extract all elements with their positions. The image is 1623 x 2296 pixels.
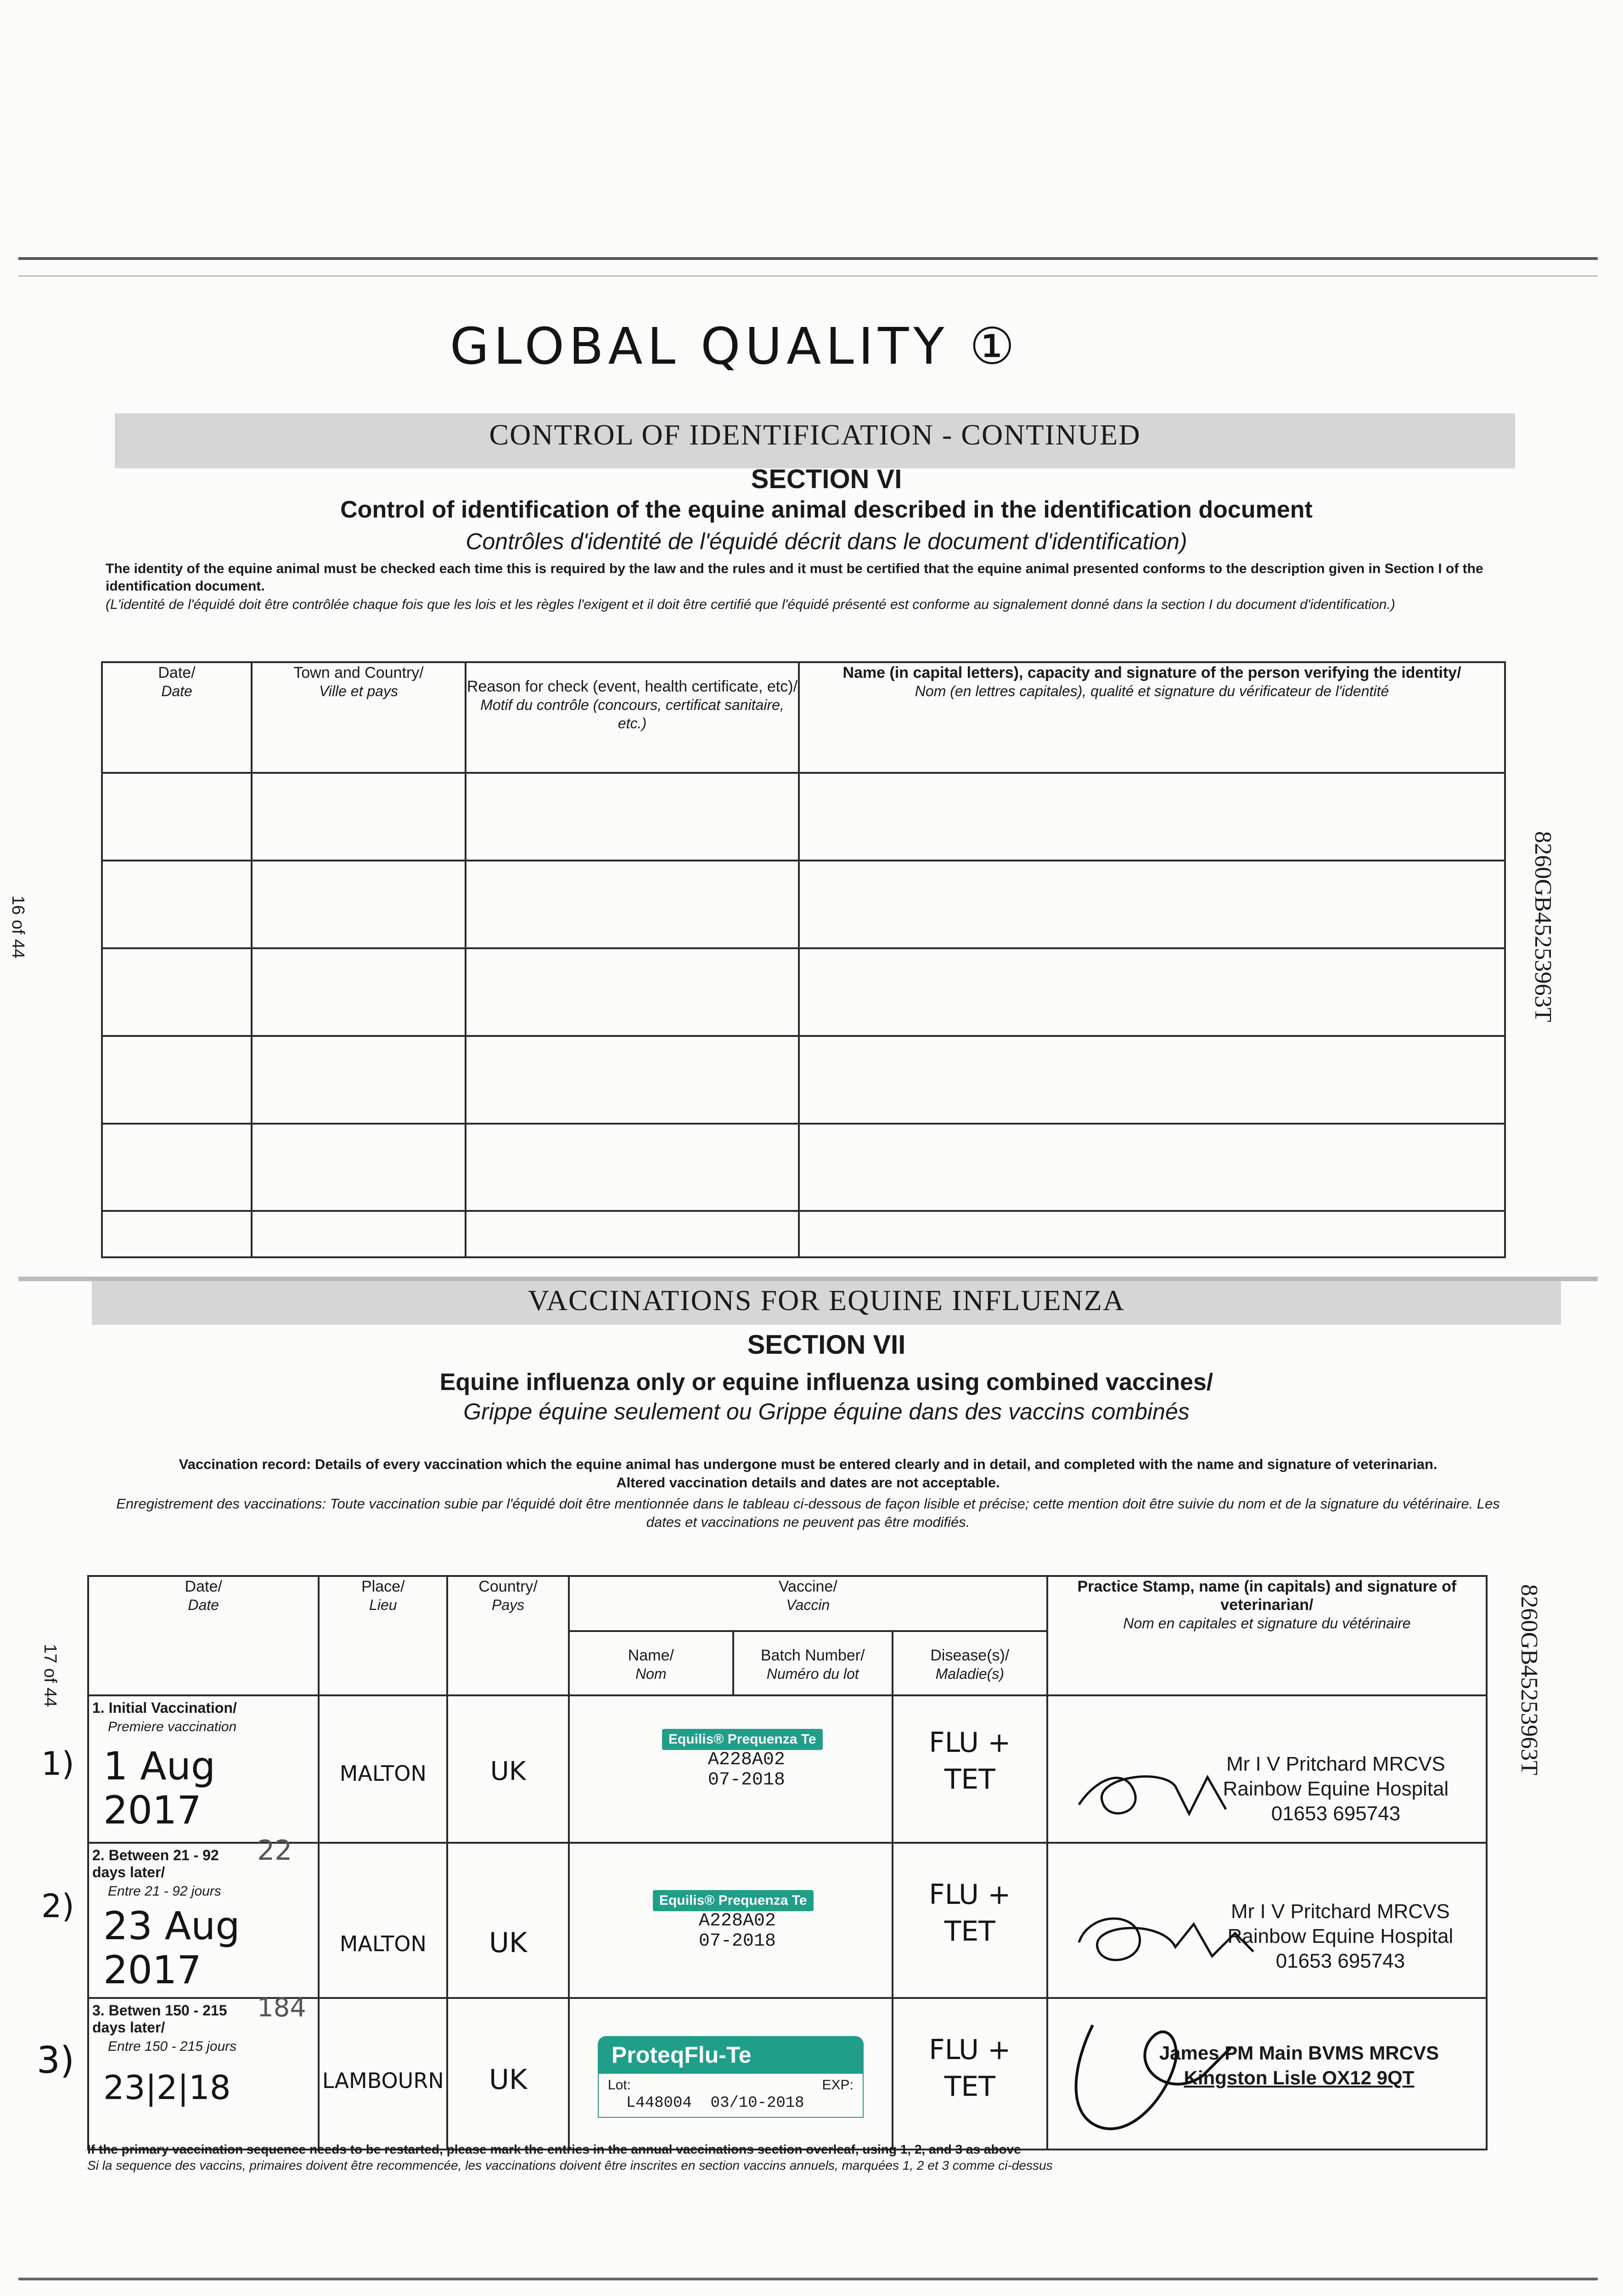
col-reason-header: Reason for check (event, health certificate, etc)/ Motif du contrôle (concours, certificat sanitaire, etc.) [466, 662, 799, 773]
section7-record-en2: Altered vaccination details and dates are not acceptable. [616, 1474, 1000, 1491]
col-stamp-header: Practice Stamp, name (in capitals) and signature of veterinarian/ Nom en capitales et signature du vétérinaire [1047, 1576, 1487, 1695]
vaccination-table [87, 1575, 1488, 2150]
section7-title: SECTION VII [747, 1330, 906, 1360]
vaccine-sticker-cell: ProteqFlu-Te Lot: EXP: L448004 03/10-2018 [569, 1998, 893, 2150]
margin-note-2: 2) [41, 1887, 74, 1925]
col-country-header: Country/ Pays [447, 1576, 569, 1695]
page-number-lower: 17 of 44 [40, 1644, 60, 1707]
vet-stamp-cell: James PM Main BVMS MRCVS Kingston Lisle OX12 9QT [1047, 1998, 1487, 2150]
table-row [102, 773, 1505, 861]
section7-subtitle-fr: Grippe équine seulement ou Grippe équine dans des vaccins combinés [463, 1399, 1190, 1424]
col-disease-header: Disease(s)/ Maladie(s) [893, 1631, 1047, 1695]
signature-2 [1070, 1896, 1263, 1979]
vaccine-sticker-cell: Equilis® Prequenza Te A228A02 07-2018 [569, 1843, 893, 1998]
vaccine-sticker-cell: Equilis® Prequenza Te A228A02 07-2018 [569, 1695, 893, 1843]
section7-record-en: Vaccination record: Details of every vaccination which the equine animal has undergone must be entered clearly and in detail, and completed with the name and signature of veterinarian. [179, 1456, 1438, 1472]
section7-record-fr: Enregistrement des vaccinations: Toute vaccination subie par l'équidé doit être mentionnée dans le tableau ci-dessous de façon lisible et précise; cette mention doit être suivie du nom et de la signature du vétérinaire. Les dates et vaccinations ne peuvent pas être modifiés. [116, 1496, 1500, 1530]
footer-note-fr: Si la sequence des vaccins, primaires doivent être recommencée, les vaccinations doivent être inscrites en section vaccins annuels, marquées 1, 2 et 3 comme ci-dessus [87, 2158, 1053, 2172]
section6-instruction-fr: (L'identité de l'équidé doit être contrôlée chaque fois que les lois et les règles l'exigent et il doit être certifié que l'équidé présenté est conforme au signalement donné dans la section I du document d'identification.) [106, 597, 1395, 612]
col-date-header: Date/ Date [88, 1576, 319, 1695]
col-batch-header: Batch Number/ Numéro du lot [733, 1631, 893, 1695]
handwritten-title: GLOBAL QUALITY ① [449, 317, 1020, 376]
disease-cell: FLU + TET [893, 1695, 1047, 1843]
col-vaccine-header: Vaccine/ Vaccin [569, 1576, 1047, 1631]
date-cell: 1. Initial Vaccination/ Premiere vaccination 1 Aug 2017 [88, 1695, 319, 1843]
identity-check-table [101, 661, 1506, 1258]
col-place-header: Place/ Lieu [319, 1576, 447, 1695]
col-town-header: Town and Country/ Ville et pays [252, 662, 466, 773]
day-note-3: 184 [257, 1993, 306, 2023]
vet-stamp-cell: Mr I V Pritchard MRCVS Rainbow Equine Hospital 01653 695743 [1047, 1843, 1487, 1998]
footer-note-en: If the primary vaccination sequence needs to be restarted, please mark the entries in the annual vaccinations section overleaf, using 1, 2, and 3 as above [87, 2142, 1021, 2156]
vaccine-sticker: Equilis® Prequenza Te [662, 1729, 823, 1750]
vet-stamp-cell: Mr I V Pritchard MRCVS Rainbow Equine Hospital 01653 695743 [1047, 1695, 1487, 1843]
scan-edge-line [18, 2278, 1598, 2280]
date-cell: 3. Betwen 150 - 215 days later/ Entre 150 - 215 jours 23|2|18 [88, 1998, 319, 2150]
page-fold [18, 1277, 1598, 1281]
table-row [102, 1124, 1505, 1211]
country-cell: UK [447, 1695, 569, 1843]
section6-subtitle-en: Control of identification of the equine animal described in the identification document [340, 496, 1313, 523]
side-code-upper: 8260GB45253963T [1530, 831, 1556, 1022]
col-name-header: Name/ Nom [569, 1631, 733, 1695]
table-row [102, 861, 1505, 948]
section6-instruction-en: The identity of the equine animal must be checked each time this is required by the law and the rules and it must be certified that the equine animal presented conforms to the description given in Section I of the identification document. [106, 561, 1483, 594]
section6-subtitle-fr: Contrôles d'identité de l'équidé décrit dans le document d'identification) [466, 529, 1187, 554]
place-cell: MALTON [319, 1843, 447, 1998]
col-verifier-header: Name (in capital letters), capacity and signature of the person verifying the identity/ Nom (en lettres capitales), qualité et signature du vérificateur de l'identité [799, 662, 1505, 773]
table-row [102, 1036, 1505, 1124]
section7-subtitle-en: Equine influenza only or equine influenza using combined vaccines/ [439, 1369, 1213, 1396]
place-cell: LAMBOURN [319, 1998, 447, 2150]
country-cell: UK [447, 1998, 569, 2150]
day-note-2: 22 [257, 1835, 292, 1867]
table-row [102, 1211, 1505, 1257]
country-cell: UK [447, 1843, 569, 1998]
place-cell: MALTON [319, 1695, 447, 1843]
table-row [102, 948, 1505, 1036]
margin-note-1: 1) [41, 1745, 74, 1783]
margin-note-3: 3) [37, 2039, 75, 2082]
page-number-upper: 16 of 44 [8, 895, 28, 959]
section7-band-title: VACCINATIONS FOR EQUINE INFLUENZA [528, 1284, 1125, 1317]
disease-cell: FLU + TET [893, 1843, 1047, 1998]
side-code-lower: 8260GB45253963T [1516, 1584, 1542, 1775]
vaccine-sticker: Equilis® Prequenza Te [653, 1890, 814, 1911]
disease-cell: FLU + TET [893, 1998, 1047, 2150]
signature-1 [1070, 1750, 1244, 1832]
section6-band-title: CONTROL OF IDENTIFICATION - CONTINUED [489, 418, 1141, 451]
section6-title: SECTION VI [751, 464, 902, 494]
date-cell: 2. Between 21 - 92 days later/ Entre 21 - 92 jours 23 Aug 2017 [88, 1843, 319, 1998]
vaccination-row-2 [88, 1843, 1487, 1998]
scan-edge-line [18, 257, 1598, 260]
col-date-header: Date/ Date [102, 662, 252, 773]
vaccination-row-1 [88, 1695, 1487, 1843]
signature-3 [1056, 2007, 1276, 2144]
vaccine-sticker: ProteqFlu-Te [598, 2036, 864, 2074]
